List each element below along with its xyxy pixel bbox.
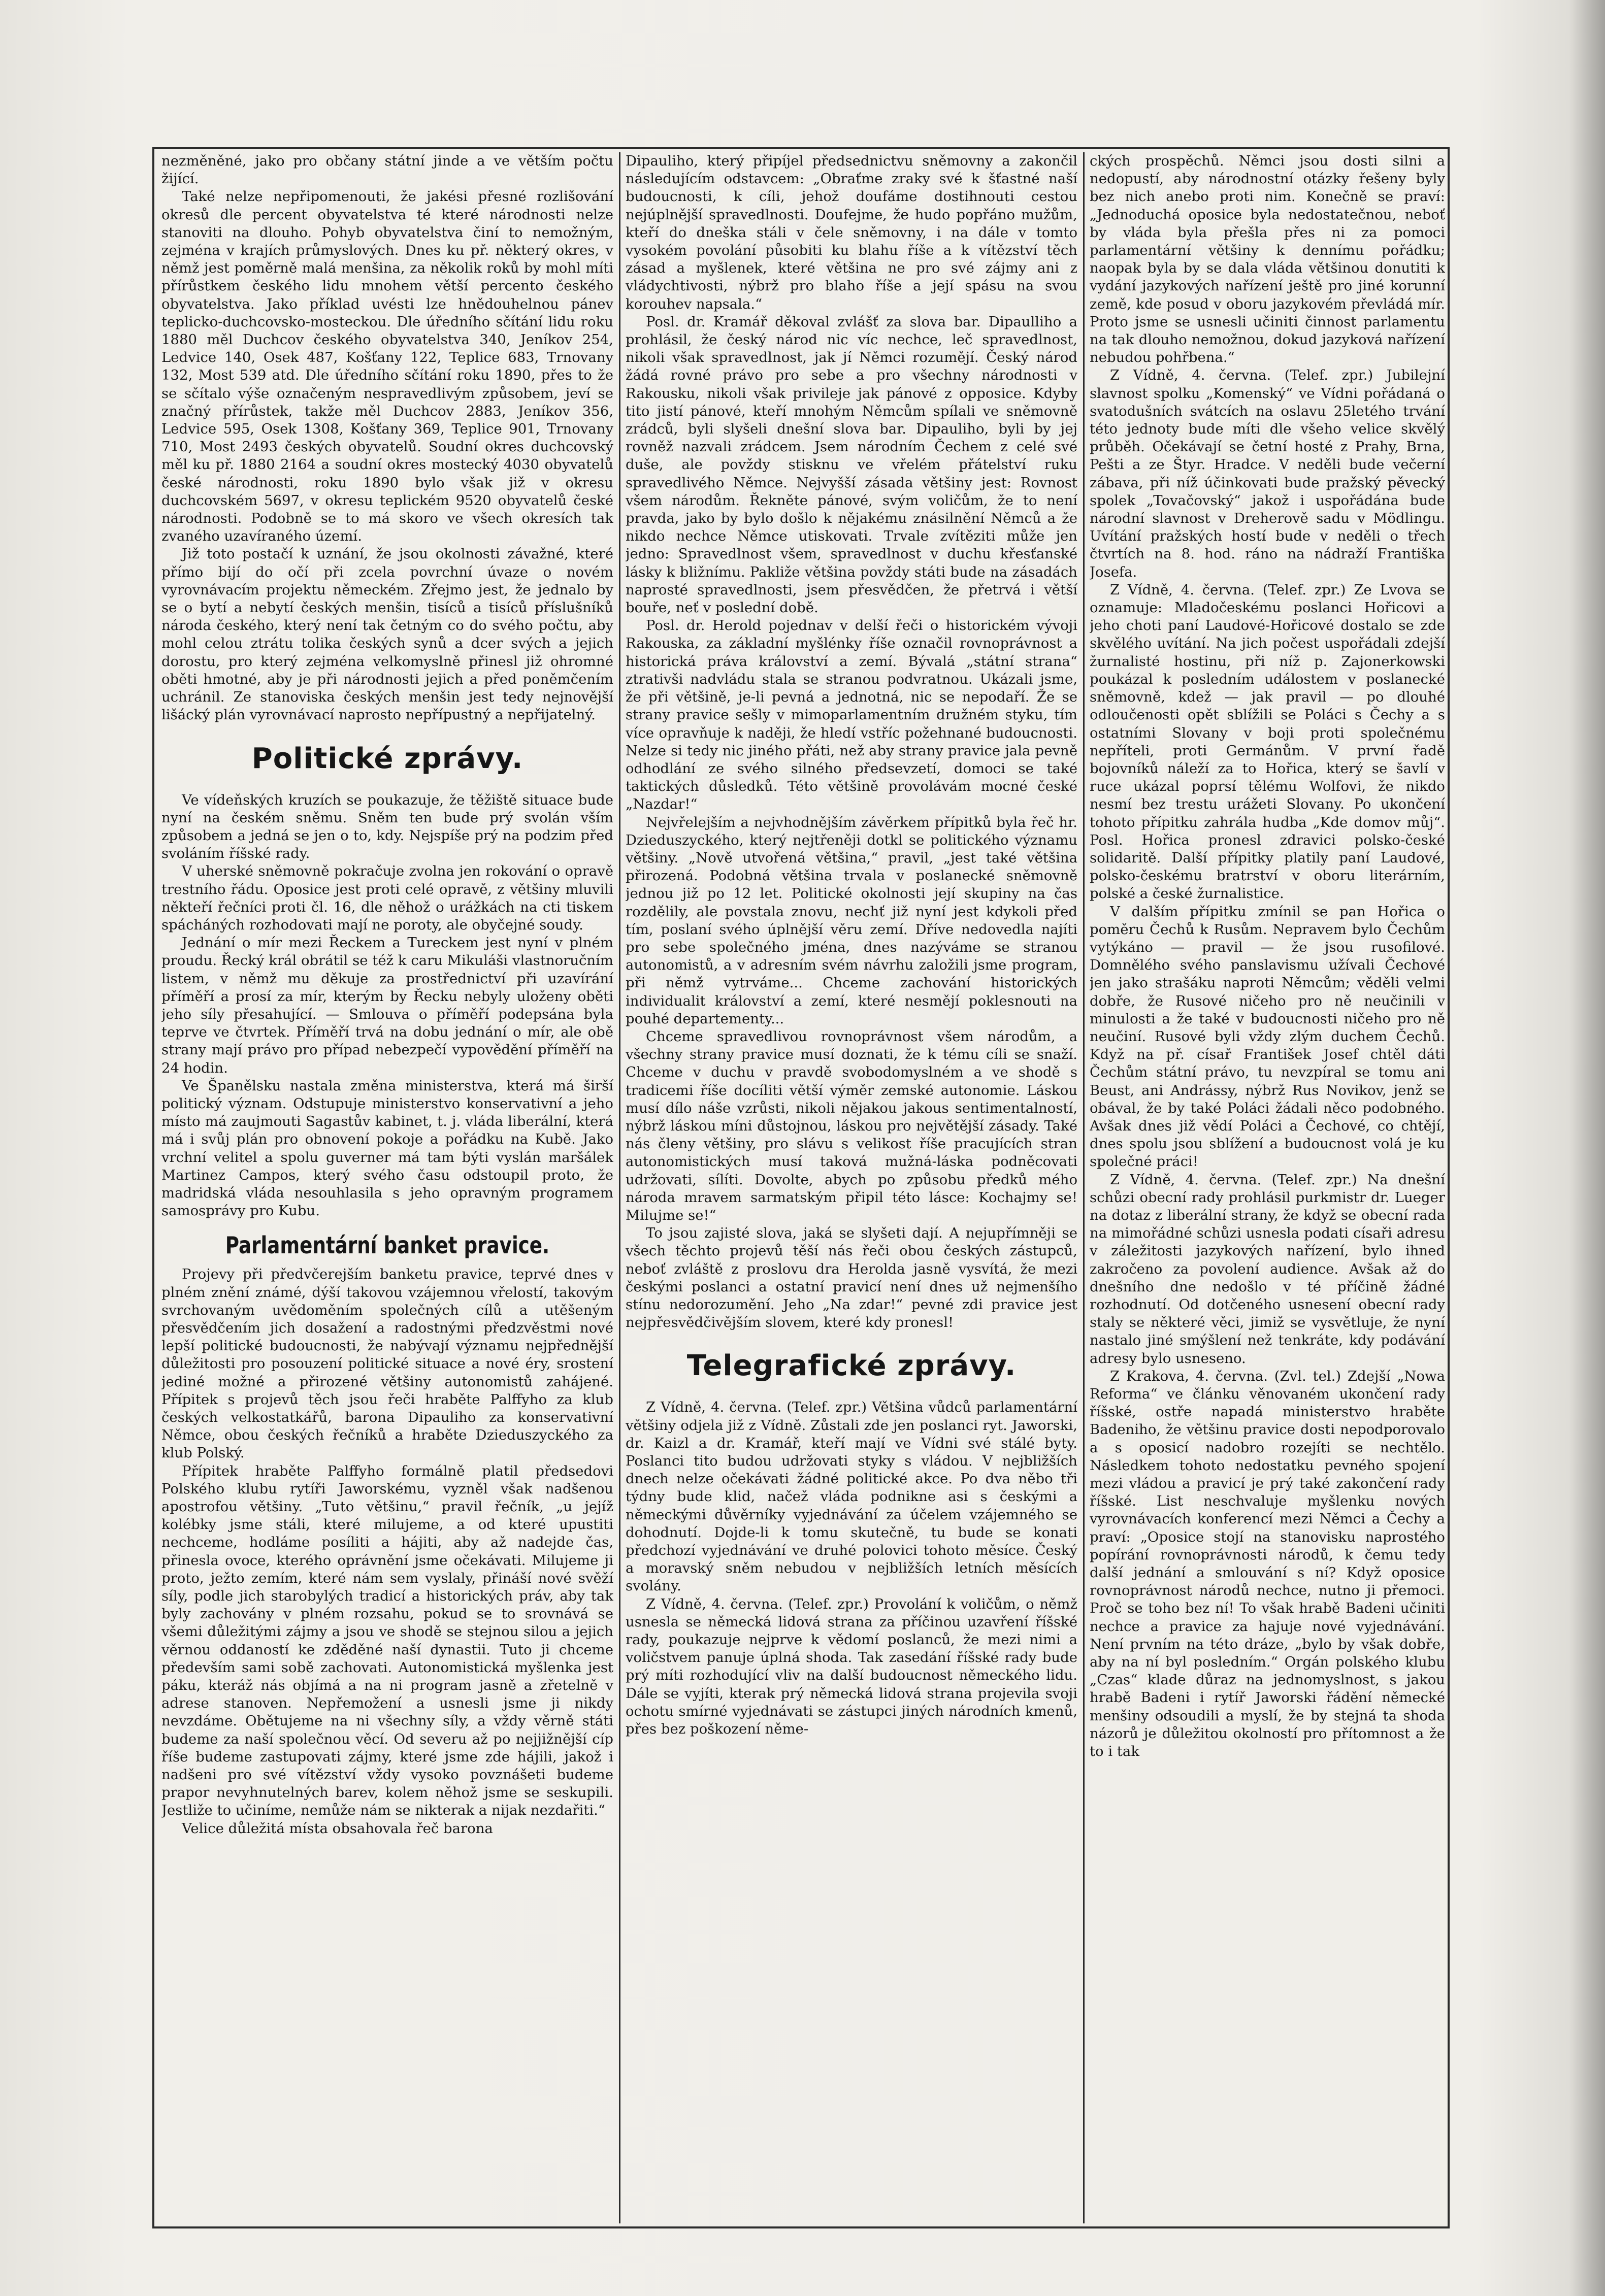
paragraph: To jsou zajisté slova, jaká se slyšeti dají. A nejupřímněji se všech těchto projevů těší nás řeči obou českých zástupců, neboť zvláště z proslovu dra Herolda jasně vysvítá, že mezi českými poslanci a ostatní pravicí není dnes už nejmenšího stínu nedorozumění. Jeho „Na zdar!“ pevné zdi pravice jest nejpřesvědčivějším slovem, které kdy pronesl! (626, 1225, 1077, 1331)
paragraph: V uherské sněmovně pokračuje zvolna jen rokování o opravě trestního řádu. Oposice jest proti celé opravě, z většiny mluvili někteří řečníci proti čl. 16, dle něhož o urážkách na cti tiskem spácháných rozhodovati mají ne poroty, ale obyčejné soudy. (161, 863, 613, 933)
paragraph: Projevy při předvčerejším banketu pravice, teprvé dnes v plném znění známé, dýší takovou vzájemnou vřelostí, takovým svrchovaným uvědoměním společných cílů a utěšeným přesvědčením jich dosažení a radostnými předzvěstmi nové lepší politické budoucnosti, že nabývají významu nejpřednější důležitosti pro posouzení politické situace a nové éry, srostení jediné možné a přirozené většiny autonomistů zahájené. Přípitek s projevů těch jsou řeči hraběte Palffyho za klub českých velkostatkářů, barona Dipauliho za konservativní Němce, obou českých řečníků a hraběte Dzieduszyckého za klub Polský. (161, 1266, 613, 1461)
paragraph: Nejvřelejším a nejvhodnějším závěrkem přípitků byla řeč hr. Dzieduszyckého, který nejtřeněji dotkl se politického významu většiny. „Nově utvořená většina,“ pravil, „jest také většina přirozená. Podobná většina trvala v poslanecké sněmovně jednou již po 12 let. Politické okolnosti její skupiny na čas rozdělily, ale povstala znovu, nechť již nyní jest kdykoli před tím, poslaní svého úplnější věru zemí. Dříve nedovedla najíti pro sebe společného jména, dnes nazýváme se stranou autonomistů, a v adresním svém návrhu založili jsme program, při němž vytrváme... Chceme zachování historických individualit království a zemí, které nesmějí poklesnouti na pouhé departementy... (626, 814, 1077, 1027)
paragraph: Jednání o mír mezi Řeckem a Tureckem jest nyní v plném proudu. Řecký král obrátil se též k caru Mikuláši vlastnoručním listem, v němž mu děkuje za prostřednictví při uzavírání příměří a prosí za mír, kterým by Řecku nebyly uloženy oběti jeho síly přesahující. — Smlouva o příměří podepsána byla teprve ve čtvrtek. Příměří trvá na dobu jednání o mír, ale obě strany mají právo pro případ nebezpečí vypovědění příměří na 24 hodin. (161, 935, 613, 1076)
paragraph: Přípitek hraběte Palffyho formálně platil předsedovi Polského klubu rytíři Jaworskému, vyzněl však nadšenou apostrofou většiny. „Tuto většinu,“ pravil řečník, „u jejíž kolébky jsme stáli, které milujeme, a od které upustiti nechceme, hodláme posíliti a hájiti, aby až nadejde čas, přinesla ovoce, kterého oprávnění jsme očekávati. Milujeme ji proto, ježto zemím, které nám sem vyslaly, přináší nové svěží síly, podle jich starobylých tradicí a historických práv, aby tak byly zachovány v plném rozsahu, pokud se to srovnává se všemi důležitými zájmy a jsou ve shodě se stejnou silou a jejich věrnou oddaností ke zděděné naší dynastii. Tuto ji chceme především sami sobě zachovati. Autonomistická myšlenka jest páku, kteráž nás objímá a na ni program jasně a zřetelně v adrese stanoven. Nepřemožení a usnesli jsme ji nikdy nevzdáme. Obětujeme na ni všechny síly, a vždy věrně státi budeme za naší společnou věcí. Od severu až po nejjižnější cíp říše budeme zastupovati zájmy, které jsme zde hájili, jakož i nadšeni pro své vítězství vždy vysoko povznášeti budeme prapor nevyhnutelných barev, kolem něhož jsme se seskupili. Jestliže to učiníme, nemůže nám se nikterak a nijak nezdařiti.“ (161, 1462, 613, 1819)
paragraph: Dipauliho, který připíjel předsednictvu sněmovny a zakončil následujícím odstavcem: „Obraťme zraky své k šťastné naší budoucnosti, k cíli, jehož doufáme dostihnouti cestou nejúplnější spravedlnosti. Doufejme, že hudo popřáno mužům, kteří do dneška stáli v čele sněmovny, i na dále v tomto vysokém povolání působiti ku blahu říše a k vítězství těch zásad a myšlenek, které většina ne pro své zájmy ani z vládychtivosti, nýbrž pro blaho říše a její spásu na svou korouhev napsala.“ (626, 153, 1077, 312)
column-divider (619, 152, 620, 2223)
paragraph: V dalším přípitku zmínil se pan Hořica o poměru Čechů k Rusům. Nepravem bylo Čechům vytýkáno — pravil — že jsou rusofilové. Domnělého svého panslavismu užívali Čechové jen jako strašáku naproti Němcům; věděli velmi dobře, že Rusové ničeho pro ně neučinili v minulosti a že také v budoucnosti ničeho pro ně neučiní. Rusové byli vždy zlým duchem Čechů. Když na př. císař František Josef chtěl dáti Čechům státní právo, tu nevzpíral se tomu ani Beust, ani Andrássy, nýbrž Rus Novikov, jenž se obával, že by také Poláci žádali něco podobného. Avšak dnes již vědí Poláci a Čechové, co chtějí, dnes spolu jsou sblížení a budoucnost volá je ku společné práci! (1090, 903, 1445, 1170)
column-2 (626, 152, 1077, 2223)
section-heading-politicke-zpravy: Politické zprávy. (251, 742, 523, 775)
paragraph: Chceme spravedlivou rovnoprávnost všem národům, a všechny strany pravice musí doznati, že k tému cíli se snaží. Chceme v duchu v pravdě svobodomyslném a ve shodě s tradicemi říše docíliti větší výměr zemské autonomie. Láskou musí dílo náše vzrůsti, nikoli nějakou jakous sentimentalností, nýbrž láskou míni důstojnou, láskou pro největější zásady. Také nás členy většiny, pro slávu s velikost říše pracujících stran autonomistických musí taková mužná-láska podněcovati udržovati, sílíti. Dovolte, abych po způsobu předků mého národa mravem sarmatským připil této lásce: Kochajmy se! Milujme se!“ (626, 1028, 1077, 1223)
section-heading-telegraficke-zpravy: Telegrafické zprávy. (686, 1349, 1017, 1383)
paragraph: Ve vídeňských kruzích se poukazuje, že těžiště situace bude nyní na českém sněmu. Sněm ten bude prý svolán vším způsobem a jedná se jen o to, kdy. Nejspíše prý na podzim před svoláním říšské rady. (161, 791, 613, 862)
column-3 (1090, 152, 1445, 2223)
column-divider (1083, 152, 1085, 2223)
paragraph: Z Vídně, 4. června. (Telef. zpr.) Provolání k voličům, o němž usnesla se německá lidová strana za příčinou uzavření říšské rady, poukazuje nejprve k vědomí poslanců, že mezi nimi a voličstvem panuje úplná shoda. Tak zasedání říšské rady bude prý míti rozhodující vliv na další budoucnost německého lidu. Dále se vyjíti, kterak prý německá lidová strana projevila svoji ochotu smírné vyjednávati se zástupci jiných národních kmenů, přes bez poškození něme- (626, 1595, 1077, 1738)
paragraph: Ve Španělsku nastala změna ministerstva, která má širší politický význam. Odstupuje ministerstvo konservativní a jeho místo má zaujmouti Sagastův kabinet, t. j. vláda liberální, která má i svůj plán pro obnovení pokoje a pořádku na Kubě. Jako vrchní velitel a spolu guverner má tam býti vyslán maršálek Martinez Campos, který svého času odstoupil proto, že madridská vláda nesouhlasila s jeho opravným programem samosprávy pro Kubu. (161, 1077, 613, 1219)
paragraph: Posl. dr. Herold pojednav v delší řeči o historickém vývoji Rakouska, za základní myšlénky říše označil rovnoprávnost a historická práva království a zemí. Bývalá „státní strana“ ztrativši nadvládu stala se stranou podvratnou. Ukázali jsme, že při většině, je-li pevná a jednotná, nic se nepodaří. Že se strany pravice sešly v mimoparlamentním družném styku, tím více opravňuje k naději, že hledí vstříc požehnané budoucnosti. Nelze si tedy nic jiného přáti, než aby strany pravice jala pevně odhodlání ze svého silného předsevzetí, domoci se také taktických důsledků. Této většině provolávám mocné české „Nazdar!“ (626, 617, 1077, 813)
paragraph: Již toto postačí k uznání, že jsou okolnosti závažné, které přímo bijí do očí při zcela povrchní úvaze o novém vyrovnávacím projektu německém. Zřejmo jest, že jednalo by se o bytí a nebytí českých menšin, tisíců a tisíců příslušníků národa českého, který není tak četným co do svého počtu, aby mohl celou ztrátu tolika českých synů a dcer svých a jejich dorostu, pro který zejména velkomyslně přinesl již ohromné oběti hmotné, aby je při národnosti jejich a před poněmčením uchránil. Ze stanoviska českých menšin jest tedy nejnovější lišácký plán vyrovnávací naprosto nepřípustný a nepřijatelný. (161, 546, 613, 723)
paragraph: Z Krakova, 4. června. (Zvl. tel.) Zdejší „Nowa Reforma“ ve článku věnovaném ukončení rady říšské, ostře napadá ministerstvo hraběte Badeniho, že většinu pravice dosti nepodporovalo a s oposicí nadobro rozejíti se nechtělo. Následkem tohoto nedostatku pevného spojení mezi vládou a pravicí je prý také zakončení rady říšské. List neschvaluje myšlenku nových vyrovnávacích konferencí mezi Němci a Čechy a praví: „Oposice stojí na stanovisku naprostého popírání rovnoprávnosti národů, k čemu tedy další jednání a smlouvání s ní? Když oposice rovnoprávnost národů nechce, nutno ji přemoci. Proč se toho bez ní! To však hrabě Badeni učiniti nechce a pravice za hajuje nové vyjednávání. Není prvním na této dráze, „bylo by však dobře, aby na ní byl posledním.“ Orgán polského klubu „Czas“ klade důraz na jednomyslnost, s jakou hrabě Badeni i rytíř Jaworski řádění německé menšiny odsoudili a myslí, že by stejná ta shoda názorů je důležitou okolností pro přítomnost a že to i tak (1090, 1368, 1445, 1760)
article-heading-parlamentarni-banket: Parlamentární banket pravice. (225, 1232, 550, 1259)
paragraph: Velice důležitá místa obsahovala řeč barona (182, 1820, 493, 1837)
column-1 (161, 152, 613, 2223)
paragraph: Z Vídně, 4. června. (Telef. zpr.) Ze Lvova se oznamuje: Mladočeskému poslanci Hořicovi a jeho choti paní Laudové-Hořicové dostalo se zde skvělého uvítání. Na jich počest uspořádali zdejší žurnalisté hostinu, při níž p. Zajonerkowski poukázal k posledním událostem v poslanecké sněmovně, kdež — jak pravil — po dlouhé odloučenosti opět sblížili se Poláci s Čechy a s ostatními Slovany v boji proti společnému nepříteli, proti Germánům. V první řadě bojovníků náleží za to Hořica, který se šavlí v ruce ukázal poprsí tělému Wolfovi, že nikdo nesmí bez trestu urážeti Slovany. Po ukončení tohoto přípitku zahrála hudba „Kde domov můj“. Posl. Hořica pronesl zdravici polsko-české solidaritě. Další přípitky platily paní Laudové, polsko-českému bratrství v oboru literárním, polské a české žurnalistice. (1090, 581, 1445, 902)
page-edge-shadow (1569, 0, 1605, 2296)
paragraph: ckých prospěchů. Němci jsou dosti silni a nedopustí, aby národnostní otázky řešeny byly bez nich anebo proti nim. Konečně se praví: „Jednoduchá oposice byla nedostatečnou, neboť by vláda byla přešla přes ni za pomoci parlamentární většiny k dennímu pořádku; naopak byla by se dala vláda většinou donutiti k vydání jazykových nařízení ještě pro jiné korunní země, kde posud v oboru jazykovém převládá mír. Proto jsme se usnesli učiniti činnost parlamentu na tak dlouho nemožnou, dokud jazyková nařízení nebudou pohřbena.“ (1090, 153, 1445, 366)
paragraph: nezměněné, jako pro občany státní jinde a ve větším počtu žijící. (161, 153, 613, 187)
paragraph: Také nelze nepřipomenouti, že jakési přesné rozlišování okresů dle percent obyvatelstva té které národnosti nelze stanoviti na dlouho. Pohyb obyvatelstva činí to nemožným, zejména v krajích průmyslových. Dnes ku př. některý okres, v němž jest poměrně malá menšina, za několik roků by mohl míti přírůstkem českého lidu mnohem větší percento českého obyvatelstva. Jako příklad uvésti lze hnědouhelnou pánev teplicko-duchcovsko-mosteckou. Dle úředního sčítání lidu roku 1880 měl Duchcov českého obyvatelstva 340, Jeníkov 254, Ledvice 140, Osek 487, Košťany 122, Teplice 683, Trnovany 132, Most 539 atd. Dle úředního sčítání roku 1890, přes to že se sčítalo výše označeným nespravedlivým způsobem, jeví se značný přírůstek, takže měl Duchcov 2883, Jeníkov 356, Ledvice 595, Osek 1308, Košťany 369, Teplice 901, Trnovany 710, Most 2493 českých obyvatelů. Soudní okres duchcovský měl ku př. 1880 2164 a soudní okres mostecký 4030 obyvatelů české národnosti, roku 1890 bylo však již v okresu duchcovském 5697, v okresu teplickém 9520 obyvatelů české národnosti. Podobně se to má skoro ve všech okresích tak zvaného uzavíraného území. (161, 188, 613, 545)
paragraph: Z Vídně, 4. června. (Telef. zpr.) Jubilejní slavnost spolku „Komenský“ ve Vídni pořádaná o svatodušních svátcích na oslavu 25letého trvání této jednoty bude míti dle všeho velice skvělý průběh. Očekávají se četní hosté z Prahy, Brna, Pešti a ze Štyr. Hradce. V neděli bude večerní zábava, při níž účinkovati bude pražský pěvecký spolek „Tovačovský“ jakož i uspořádána bude národní slavnost v Dreherově sadu v Mödlingu. Uvítání pražských hostí bude v neděli o třech čtvrtích na 8. hod. ráno na nádraží Františka Josefa. (1090, 367, 1445, 580)
paragraph: Posl. dr. Kramář děkoval zvlášť za slova bar. Dipaulliho a prohlásil, že český národ nic víc nechce, leč spravedlnost, nikoli však spravedlnost, jak jí Němci rozumějí. Český národ žádá rovné právo pro sebe a pro všechny národnosti v Rakousku, nikoli však privileje jak pánové z opposice. Kdyby tito jistí pánové, kteří mnohým Němcům spílali ve sněmovně zrádců, byli slyšeli dnešní slova bar. Dipauliho, byli by jej rovněž nazvali zrádcem. Jsem národním Čechem z celé své duše, ale povždy stisknu ve vřelém přátelství ruku spravedlivého Němce. Nejvyšší zásada většiny jest: Rovnost všem národům. Řekněte pánové, svým voličům, že to není pravda, jako by bylo došlo k nějakému znásilnění Němců a že nikdo nechce Němce utiskovati. Trvale zvítěziti může jen jedno: Spravedlnost všem, spravedlnost v duchu křesťanské lásky k bližnímu. Pakliže většina povždy státi bude na zásadách naprosté spravedlnosti, jsem přesvědčen, že přetrvá i větší bouře, neť v poslední době. (626, 313, 1077, 616)
paragraph: Z Vídně, 4. června. (Telef. zpr.) Většina vůdců parlamentární většiny odjela již z Vídně. Zůstali zde jen poslanci ryt. Jaworski, dr. Kaizl a dr. Kramář, kteří mají ve Vídni své stálé byty. Poslanci tito budou udržovati styky s vládou. V nejbližších dnech nelze očekávati žádné politické akce. Po dva něbo tři týdny bude klid, načež vláda podnikne asi s českými a německými důvěrníky vyjednávání za účelem vzájemného se dohodnutí. Dojde-li k tomu skutečně, tu bude se konati předchozí vyjednávání ve druhé polovici tohoto měsíce. Český a moravský sněm nebudou v nejbližších letních měsících svolány. (626, 1399, 1077, 1594)
paragraph: Z Vídně, 4. června. (Telef. zpr.) Na dnešní schůzi obecní rady prohlásil purkmistr dr. Lueger na dotaz z liberální strany, že když se obecní rada na mimořádné schůzi usnesla podati císaři adresu v záležitosti jazykových nařízení, bylo ihned zakročeno za povolení audience. Avšak až do dnešního dne nedošlo v té příčině žádné rozhodnutí. Od dotčeného usnesení obecní rady staly se některé věci, jimiž se vysvětluje, že nyní nastalo jiné smýšlení než tenkráte, kdy podávání adresy bylo usneseno. (1090, 1171, 1445, 1367)
